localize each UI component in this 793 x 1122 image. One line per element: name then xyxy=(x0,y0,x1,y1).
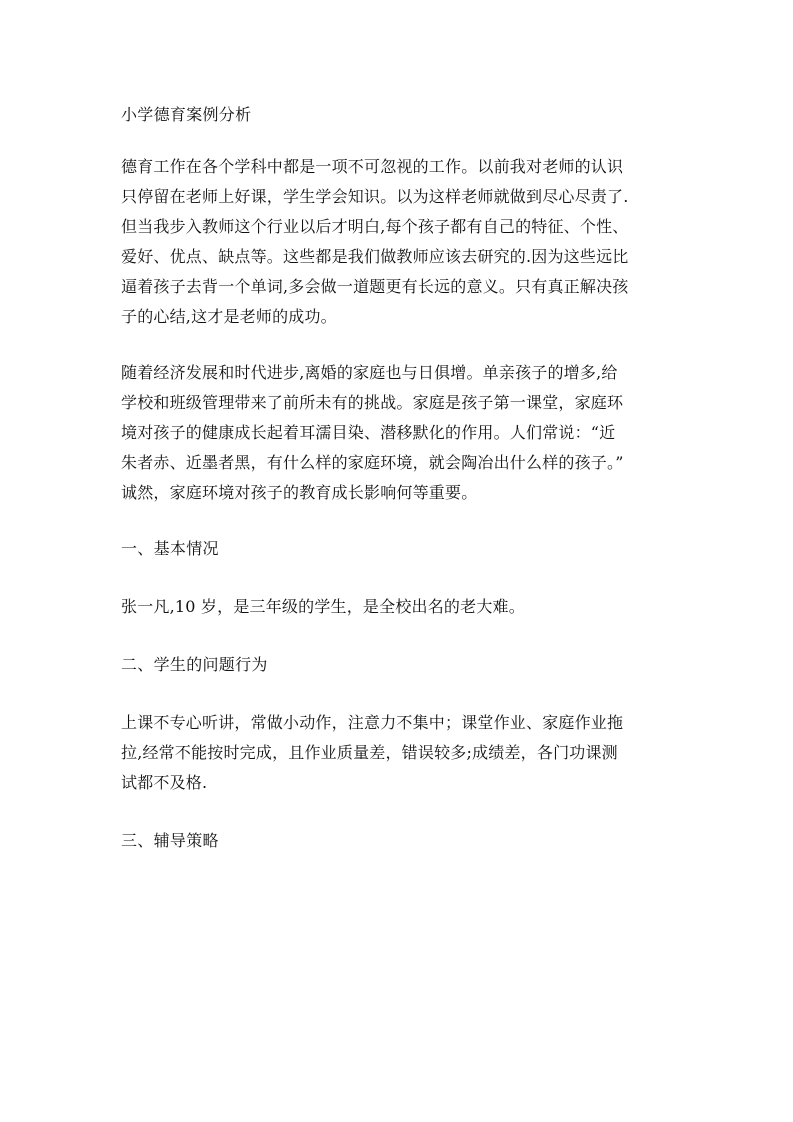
section-heading-basic-info: 一、基本情况 xyxy=(121,539,219,558)
paragraph-line: 学校和班级管理带来了前所未有的挑战。家庭是孩子第一课堂，家庭环 xyxy=(121,393,624,412)
document-body xyxy=(121,98,681,884)
paragraph-line: 上课不专心听讲，常做小动作，注意力不集中；课堂作业、家庭作业拖 xyxy=(121,713,624,732)
paragraph-line: 拉,经常不能按时完成，且作业质量差，错误较多;成绩差，各门功课测 xyxy=(121,743,618,762)
paragraph-line: 只停留在老师上好课，学生学会知识。以为这样老师就做到尽心尽责了. xyxy=(121,187,629,206)
paragraph-line: 朱者赤、近墨者黑，有什么样的家庭环境，就会陶冶出什么样的孩子。” xyxy=(121,453,624,472)
section-heading-strategy: 三、辅导策略 xyxy=(121,831,219,850)
paragraph-line: 境对孩子的健康成长起着耳濡目染、潜移默化的作用。人们常说：“近 xyxy=(121,423,616,442)
paragraph-basic-info xyxy=(121,592,681,622)
paragraph-line: 逼着孩子去背一个单词,多会做一道题更有长远的意义。只有真正解决孩 xyxy=(121,277,629,296)
section-heading-problem-behavior: 二、学生的问题行为 xyxy=(121,655,268,674)
paragraph-intro xyxy=(121,152,681,332)
paragraph-line: 张一凡,10 岁，是三年级的学生，是全校出名的老大难。 xyxy=(121,597,525,616)
paragraph-line: 随着经济发展和时代进步,离婚的家庭也与日俱增。单亲孩子的增多,给 xyxy=(121,363,618,382)
paragraph-line: 德育工作在各个学科中都是一项不可忽视的工作。以前我对老师的认识 xyxy=(121,157,624,176)
paragraph-line: 但当我步入教师这个行业以后才明白,每个孩子都有自己的特征、个性、 xyxy=(121,217,629,236)
paragraph-line: 诚然，家庭环境对孩子的教育成长影响何等重要。 xyxy=(121,483,478,502)
document-title: 小学德育案例分析 xyxy=(121,105,252,124)
paragraph-line: 爱好、优点、缺点等。这些都是我们做教师应该去研究的.因为这些远比 xyxy=(121,247,629,266)
paragraph-line: 子的心结,这才是老师的成功。 xyxy=(121,307,337,326)
paragraph-line: 试都不及格. xyxy=(121,773,208,792)
paragraph-family xyxy=(121,358,681,508)
paragraph-problem-behavior xyxy=(121,708,681,798)
